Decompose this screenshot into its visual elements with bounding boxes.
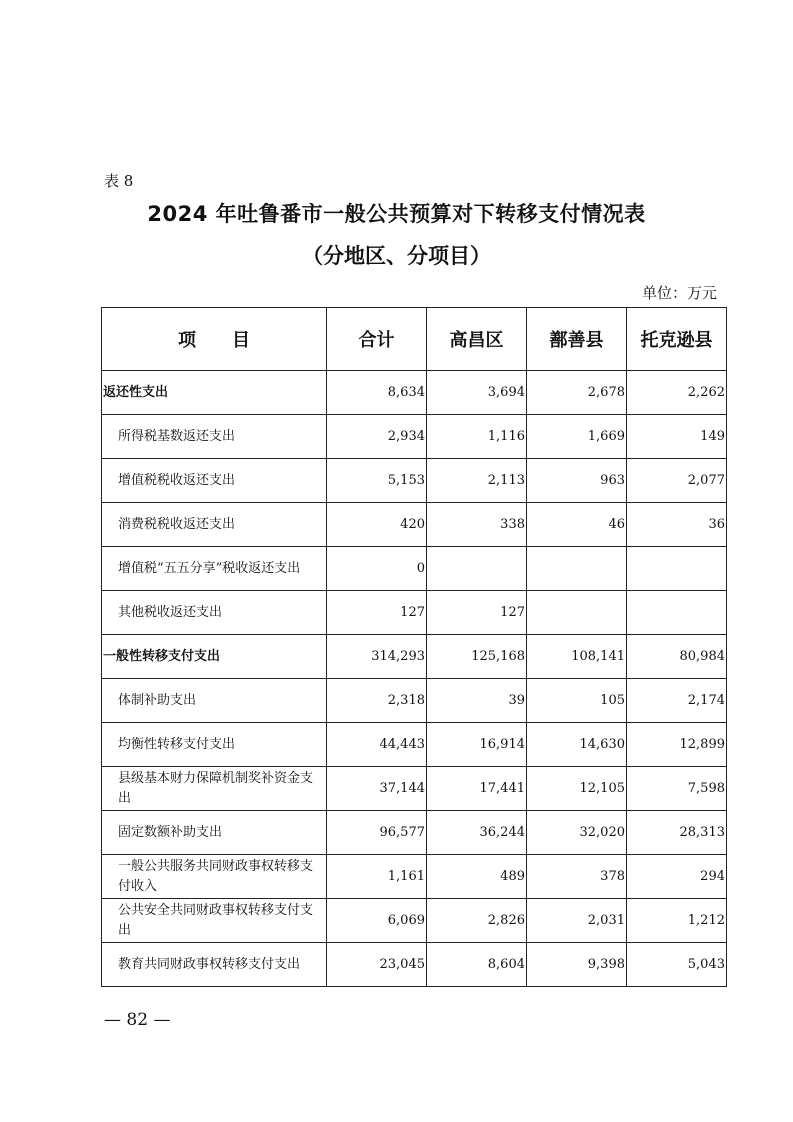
value-cell-shanshan: 12,105 xyxy=(527,767,627,811)
table-row xyxy=(102,547,727,591)
value-cell-tuokexun: 80,984 xyxy=(627,635,727,679)
table-row xyxy=(102,371,727,415)
value-cell-gaochang: 17,441 xyxy=(427,767,527,811)
value-cell-tuokexun: 5,043 xyxy=(627,943,727,987)
unit-label: 单位：万元 xyxy=(641,284,717,302)
value-cell-shanshan: 32,020 xyxy=(527,811,627,855)
table-row xyxy=(102,723,727,767)
value-cell-total: 0 xyxy=(327,547,427,591)
page-subtitle: （分地区、分项目） xyxy=(302,244,491,268)
value-cell-total: 6,069 xyxy=(327,899,427,943)
value-cell-tuokexun: 2,174 xyxy=(627,679,727,723)
budget-table xyxy=(101,307,727,987)
table-row xyxy=(102,679,727,723)
page-number: — 82 — xyxy=(104,1010,171,1030)
value-cell-gaochang: 36,244 xyxy=(427,811,527,855)
table-row xyxy=(102,591,727,635)
header-total: 合计 xyxy=(327,308,427,371)
value-cell-total: 96,577 xyxy=(327,811,427,855)
value-cell-total: 37,144 xyxy=(327,767,427,811)
value-cell-gaochang: 338 xyxy=(427,503,527,547)
value-cell-shanshan: 46 xyxy=(527,503,627,547)
table-row xyxy=(102,635,727,679)
value-cell-tuokexun: 149 xyxy=(627,415,727,459)
value-cell-gaochang: 125,168 xyxy=(427,635,527,679)
value-cell-shanshan xyxy=(527,591,627,635)
value-cell-total: 127 xyxy=(327,591,427,635)
value-cell-gaochang: 1,116 xyxy=(427,415,527,459)
table-row xyxy=(102,415,727,459)
value-cell-total: 2,318 xyxy=(327,679,427,723)
item-name-cell: 公共安全共同财政事权转移支付支出 xyxy=(102,899,327,943)
table-row xyxy=(102,855,727,899)
item-name-cell: 教育共同财政事权转移支付支出 xyxy=(102,943,327,987)
header-shanshan: 鄯善县 xyxy=(527,308,627,371)
header-tuokexun: 托克逊县 xyxy=(627,308,727,371)
value-cell-shanshan: 1,669 xyxy=(527,415,627,459)
value-cell-gaochang: 127 xyxy=(427,591,527,635)
value-cell-tuokexun: 2,262 xyxy=(627,371,727,415)
value-cell-tuokexun: 2,077 xyxy=(627,459,727,503)
item-name-cell: 增值税税收返还支出 xyxy=(102,459,327,503)
value-cell-tuokexun: 1,212 xyxy=(627,899,727,943)
value-cell-tuokexun: 294 xyxy=(627,855,727,899)
item-name-cell: 一般公共服务共同财政事权转移支付收入 xyxy=(102,855,327,899)
value-cell-total: 23,045 xyxy=(327,943,427,987)
table-row xyxy=(102,943,727,987)
item-name-cell: 体制补助支出 xyxy=(102,679,327,723)
value-cell-gaochang: 489 xyxy=(427,855,527,899)
item-name-cell: 均衡性转移支付支出 xyxy=(102,723,327,767)
table-row xyxy=(102,503,727,547)
category-name-cell: 一般性转移支付支出 xyxy=(102,635,327,679)
value-cell-total: 2,934 xyxy=(327,415,427,459)
value-cell-total: 420 xyxy=(327,503,427,547)
value-cell-shanshan: 2,678 xyxy=(527,371,627,415)
value-cell-shanshan xyxy=(527,547,627,591)
value-cell-gaochang: 39 xyxy=(427,679,527,723)
value-cell-total: 1,161 xyxy=(327,855,427,899)
value-cell-total: 314,293 xyxy=(327,635,427,679)
table-row xyxy=(102,767,727,811)
value-cell-tuokexun: 28,313 xyxy=(627,811,727,855)
header-gaochang: 高昌区 xyxy=(427,308,527,371)
value-cell-gaochang: 2,113 xyxy=(427,459,527,503)
value-cell-shanshan: 378 xyxy=(527,855,627,899)
table-row xyxy=(102,811,727,855)
value-cell-total: 5,153 xyxy=(327,459,427,503)
table-row xyxy=(102,459,727,503)
item-name-cell: 县级基本财力保障机制奖补资金支出 xyxy=(102,767,327,811)
value-cell-gaochang: 8,604 xyxy=(427,943,527,987)
table-body xyxy=(102,371,727,987)
item-name-cell: 其他税收返还支出 xyxy=(102,591,327,635)
value-cell-total: 44,443 xyxy=(327,723,427,767)
table-header-row xyxy=(102,308,727,371)
value-cell-shanshan: 963 xyxy=(527,459,627,503)
table-row xyxy=(102,899,727,943)
value-cell-shanshan: 14,630 xyxy=(527,723,627,767)
item-name-cell: 固定数额补助支出 xyxy=(102,811,327,855)
table-label: 表 8 xyxy=(104,172,134,190)
value-cell-shanshan: 105 xyxy=(527,679,627,723)
value-cell-gaochang: 3,694 xyxy=(427,371,527,415)
value-cell-gaochang xyxy=(427,547,527,591)
item-name-cell: 增值税“五五分享”税收返还支出 xyxy=(102,547,327,591)
value-cell-gaochang: 16,914 xyxy=(427,723,527,767)
header-item: 项 目 xyxy=(102,308,327,371)
value-cell-total: 8,634 xyxy=(327,371,427,415)
item-name-cell: 消费税税收返还支出 xyxy=(102,503,327,547)
item-name-cell: 所得税基数返还支出 xyxy=(102,415,327,459)
value-cell-tuokexun: 36 xyxy=(627,503,727,547)
category-name-cell: 返还性支出 xyxy=(102,371,327,415)
value-cell-shanshan: 2,031 xyxy=(527,899,627,943)
value-cell-tuokexun: 7,598 xyxy=(627,767,727,811)
value-cell-tuokexun: 12,899 xyxy=(627,723,727,767)
value-cell-gaochang: 2,826 xyxy=(427,899,527,943)
value-cell-shanshan: 108,141 xyxy=(527,635,627,679)
value-cell-shanshan: 9,398 xyxy=(527,943,627,987)
value-cell-tuokexun xyxy=(627,591,727,635)
page-title: 2024 年吐鲁番市一般公共预算对下转移支付情况表 xyxy=(147,202,646,226)
value-cell-tuokexun xyxy=(627,547,727,591)
